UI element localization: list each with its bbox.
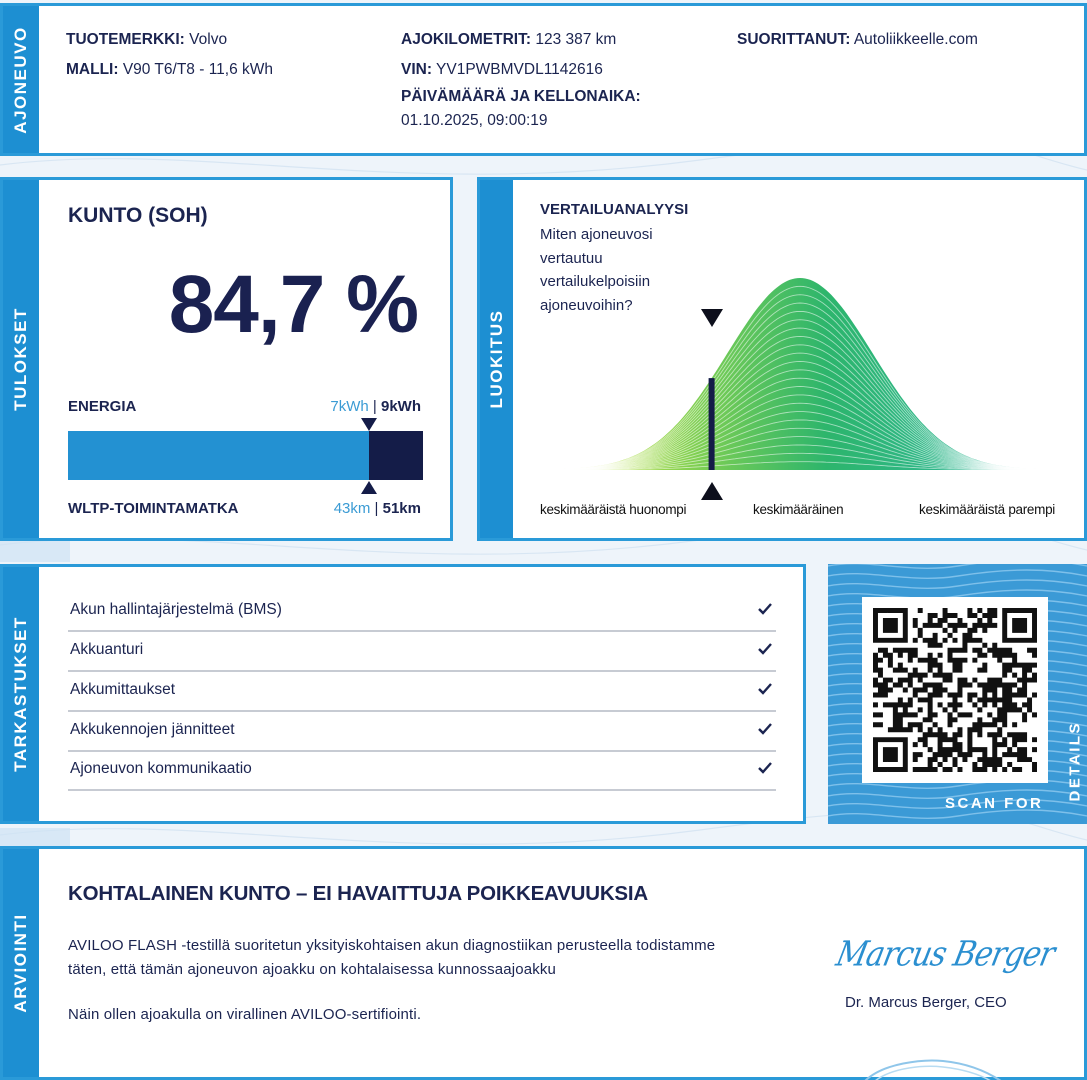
qr-wave-line bbox=[828, 570, 1087, 578]
assessment-paragraph-line: täten, että tämän ajoneuvon ajoakku on kohtalaisessa kunnossaajoakku bbox=[68, 961, 557, 978]
qr-wave-line bbox=[828, 580, 1087, 588]
check-item-label: Ajoneuvon kommunikaatio bbox=[70, 760, 252, 777]
brand-label: TUOTEMERKKI: bbox=[66, 31, 185, 48]
position-marker-top-icon bbox=[701, 309, 723, 327]
checkmark-icon bbox=[758, 682, 772, 696]
mileage-label: AJOKILOMETRIT: bbox=[401, 31, 532, 48]
assessment-tab-label: ARVIOINTI bbox=[11, 913, 30, 1013]
ranking-title: VERTAILUANALYYSI bbox=[540, 201, 689, 218]
range-separator: | bbox=[370, 500, 383, 517]
datetime-label-row bbox=[401, 88, 641, 106]
qr-code[interactable] bbox=[873, 608, 1037, 772]
soh-value: 84,7 % bbox=[168, 259, 418, 350]
capacity-bar-fill bbox=[68, 431, 369, 480]
mileage-field bbox=[401, 31, 616, 49]
ranking-question-line: Miten ajoneuvosi bbox=[540, 226, 653, 243]
vin-value: YV1PWBMVDL1142616 bbox=[436, 61, 603, 78]
assessment-tab bbox=[3, 849, 39, 1077]
model-label: MALLI: bbox=[66, 61, 119, 78]
datetime-label: PÄIVÄMÄÄRÄ JA KELLONAIKA: bbox=[401, 88, 641, 105]
check-item bbox=[68, 712, 776, 752]
model-value: V90 T6/T8 - 11,6 kWh bbox=[122, 61, 274, 78]
energy-total: 9kWh bbox=[380, 398, 421, 415]
results-panel bbox=[0, 177, 453, 541]
check-item bbox=[68, 751, 776, 791]
vehicle-position-line bbox=[709, 378, 715, 470]
ranking-tab-label: LUOKITUS bbox=[486, 309, 506, 409]
ranking-question-line: ajoneuvoihin? bbox=[540, 296, 633, 314]
ranking-panel bbox=[477, 177, 1087, 541]
checkmark-icon bbox=[758, 761, 772, 775]
performed-value: Autoliikkeelle.com bbox=[853, 31, 978, 48]
corner-wave-decoration bbox=[863, 1057, 1003, 1080]
range-label: WLTP-TOIMINTAMATKA bbox=[68, 500, 239, 517]
checkmark-icon bbox=[758, 642, 772, 656]
capacity-bar bbox=[68, 431, 423, 480]
position-marker-bottom-icon bbox=[701, 482, 723, 500]
check-item bbox=[68, 592, 776, 632]
datetime-value: 01.10.2025, 09:00:19 bbox=[401, 112, 548, 129]
energy-separator: | bbox=[368, 398, 381, 415]
assessment-certification: Näin ollen ajoakulla on virallinen AVILOO-sertifiointi. bbox=[68, 1006, 422, 1023]
check-item-label: Akkuanturi bbox=[70, 641, 144, 658]
qr-panel bbox=[828, 564, 1087, 824]
vehicle-tab bbox=[3, 6, 39, 153]
checks-panel bbox=[0, 564, 806, 824]
assessment-headline: KOHTALAINEN KUNTO – EI HAVAITTUJA POIKKEAVUUKSIA bbox=[68, 882, 648, 905]
check-item bbox=[68, 632, 776, 672]
vin-label: VIN: bbox=[401, 61, 432, 78]
signature bbox=[832, 933, 1058, 983]
axis-label-better: keskimääräistä parempi bbox=[919, 502, 1055, 517]
bar-marker-top-icon bbox=[361, 418, 377, 431]
qr-modules bbox=[873, 608, 1037, 772]
assessment-paragraph-line: AVILOO FLASH -testillä suoritetun yksityiskohtaisen akun diagnostiikan perusteella todistamme bbox=[68, 937, 716, 954]
datetime-value-row bbox=[401, 112, 548, 130]
signature-name: Dr. Marcus Berger, CEO bbox=[845, 994, 1007, 1011]
results-tab-label: TULOKSET bbox=[11, 307, 30, 411]
qr-code-frame[interactable] bbox=[862, 597, 1048, 783]
assessment-paragraph bbox=[68, 934, 715, 982]
axis-label-worse: keskimääräistä huonompi bbox=[540, 502, 687, 517]
soh-title: KUNTO (SOH) bbox=[68, 204, 208, 227]
range-values bbox=[334, 500, 421, 517]
checks-tab bbox=[3, 567, 39, 821]
check-item-label: Akun hallintajärjestelmä (BMS) bbox=[70, 601, 282, 618]
ranking-question-line: vertailukelpoisiin bbox=[540, 273, 651, 290]
energy-current: 7kWh bbox=[330, 398, 369, 415]
check-item-label: Akkukennojen jännitteet bbox=[70, 721, 235, 738]
energy-values bbox=[330, 398, 421, 415]
distribution-curve bbox=[540, 278, 1060, 470]
qr-caption-left: SCAN FOR bbox=[945, 795, 1044, 812]
ranking-tab bbox=[480, 180, 513, 538]
results-tab bbox=[3, 180, 39, 538]
mileage-value: 123 387 km bbox=[535, 31, 617, 48]
qr-wave-line bbox=[828, 564, 1087, 568]
ranking-question-line: vertautuu bbox=[540, 249, 603, 267]
axis-label-average: keskimääräinen bbox=[753, 502, 844, 517]
signature-script: Marcus Berger bbox=[832, 934, 1058, 975]
brand-value: Volvo bbox=[189, 31, 228, 48]
range-current: 43km bbox=[333, 500, 371, 517]
assessment-panel bbox=[0, 846, 1087, 1080]
bar-marker-bottom-icon bbox=[361, 481, 377, 494]
energy-label: ENERGIA bbox=[68, 398, 137, 415]
check-item bbox=[68, 672, 776, 712]
checks-tab-label: TARKASTUKSET bbox=[11, 616, 30, 772]
performed-label: SUORITTANUT: bbox=[737, 31, 851, 48]
performed-field bbox=[737, 31, 978, 49]
model-field bbox=[66, 61, 273, 79]
check-item-label: Akkumittaukset bbox=[70, 681, 176, 698]
checkmark-icon bbox=[758, 722, 772, 736]
vin-field bbox=[401, 61, 603, 79]
distribution-chart bbox=[540, 260, 1060, 495]
brand-field bbox=[66, 31, 227, 49]
checkmark-icon bbox=[758, 602, 772, 616]
vehicle-tab-label: AJONEUVO bbox=[11, 25, 30, 134]
qr-caption-vertical: DETAILS bbox=[1066, 720, 1084, 802]
vehicle-panel bbox=[0, 3, 1087, 156]
range-total: 51km bbox=[382, 500, 421, 517]
